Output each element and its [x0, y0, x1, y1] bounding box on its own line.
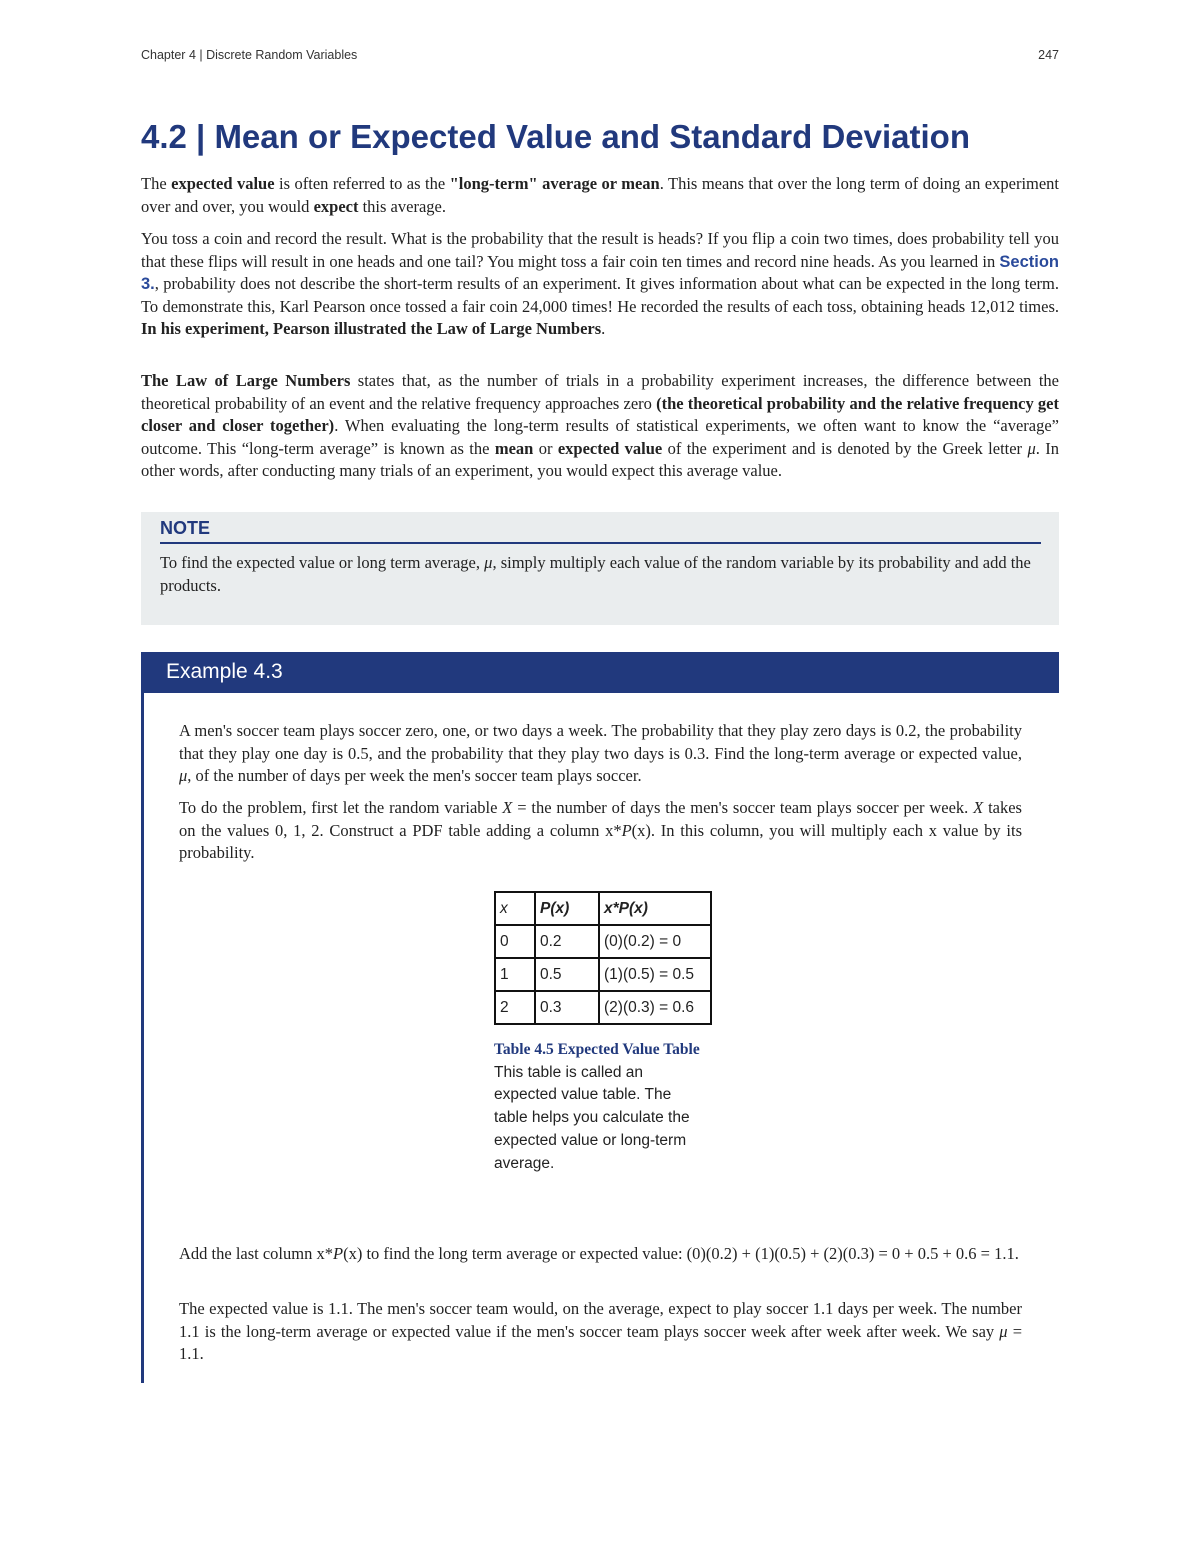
- cell-px: 0.2: [535, 925, 599, 958]
- text: The: [141, 174, 172, 193]
- text: The expected value is 1.1. The men's soccer team would, on the average, expect to play soccer 1.1 days per week. The number 1.1 is the long-term average or expected value if the men's soccer team plays soccer week after week after week. We say: [179, 1299, 1022, 1341]
- note-text: [160, 552, 1041, 597]
- term-expected-value: expected value: [557, 438, 663, 458]
- term-mean: mean: [494, 438, 534, 458]
- running-header-chapter: Chapter 4 | Discrete Random Variables: [141, 48, 358, 62]
- example-conclusion: [179, 1298, 1022, 1366]
- term-law-of-large-numbers: The Law of Large Numbers: [141, 371, 351, 390]
- text: To do the problem, first let the random variable: [179, 798, 503, 817]
- caption-text: This table is called an expected value table. The table helps you calculate the expected value or long-term average.: [494, 1063, 690, 1172]
- table-row: [495, 925, 711, 958]
- term-expect: expect: [313, 196, 359, 216]
- text: takes on the values 0, 1, 2. Construct a PDF table adding a column x*: [179, 798, 1022, 840]
- mu-symbol: μ: [179, 766, 188, 785]
- cell-xpx: (0)(0.2) = 0: [599, 925, 711, 958]
- table-row: [495, 958, 711, 991]
- text: You toss a coin and record the result. What is the probability that the result is heads? If you flip a coin two times, does probability tell you that these flips will result in one heads and one tail? You might toss a fair coin ten times and record nine heads. As you learned in: [141, 229, 1059, 271]
- paragraph-expected-value-intro: [141, 173, 1059, 218]
- header-x: x: [495, 892, 535, 925]
- variable-p: P: [332, 1244, 344, 1263]
- text: this average.: [358, 196, 446, 216]
- section-3-link[interactable]: Section 3.: [141, 252, 1059, 293]
- example-solution-setup: [179, 797, 1022, 865]
- header-xpx: x*P(x): [599, 892, 711, 925]
- cell-x: 0: [495, 925, 535, 958]
- example-left-rule: [141, 693, 144, 1383]
- emphasis-law-of-large-numbers: In his experiment, Pearson illustrated the Law of Large Numbers: [141, 319, 602, 338]
- table-header-row: [495, 892, 711, 925]
- paragraph-law-of-large-numbers: [141, 370, 1059, 483]
- variable-p: P: [621, 820, 632, 840]
- text: .: [601, 319, 606, 338]
- cell-x: 2: [495, 991, 535, 1024]
- text: = 1.1.: [179, 1321, 1022, 1363]
- table-row: [495, 991, 711, 1024]
- text: , probability does not describe the short-term results of an experiment. It gives information about what can be expected in the long term. To demonstrate this, Karl Pearson once tossed a fair coin 24,000 times! He recorded the results of each toss, obtaining heads 12,012 times.: [141, 274, 1059, 316]
- text: states that, as the number of trials in a probability experiment increases, the difference between the theoretical probability of an event and the relative frequency approaches zero: [141, 371, 1059, 413]
- text: . When evaluating the long-term results of statistical experiments, we often want to know the “average” outcome. This “long-term average” is known as the: [141, 416, 1060, 458]
- text: A men's soccer team plays soccer zero, one, or two days a week. The probability that they play zero days is 0.2, the probability that they play one day is 0.5, and the probability that they play two days is 0.3. Find the long-term average or expected value,: [179, 721, 1022, 763]
- note-title: NOTE: [160, 518, 1041, 544]
- text: of the experiment and is denoted by the Greek letter: [662, 438, 1028, 458]
- text: . In other words, after conducting many trials of an experiment, you would expect this average value.: [141, 438, 1059, 480]
- text: , simply multiply each value of the random variable by its probability and add the products.: [160, 553, 1031, 595]
- text: is often referred to as the: [274, 174, 450, 193]
- text: = the number of days the men's soccer team plays soccer per week.: [512, 798, 974, 817]
- example-title: Example 4.3: [166, 660, 283, 683]
- cell-px: 0.3: [535, 991, 599, 1024]
- mu-symbol: μ: [999, 1321, 1008, 1341]
- cell-x: 1: [495, 958, 535, 991]
- expected-value-table: [494, 891, 712, 1025]
- cell-xpx: (1)(0.5) = 0.5: [599, 958, 711, 991]
- term-expected-value: expected value: [171, 174, 275, 193]
- header-px: P(x): [535, 892, 599, 925]
- caption-label: Table 4.5 Expected Value Table: [494, 1041, 700, 1058]
- emphasis-closer-together: (the theoretical probability and the relative frequency get closer and closer together): [141, 393, 1059, 435]
- text: or: [533, 438, 558, 458]
- section-title: 4.2 | Mean or Expected Value and Standard Deviation: [141, 118, 970, 155]
- text: (x) to find the long term average or expected value: (0)(0.2) + (1)(0.5) + (2)(0.3) = 0 + 0.5 + 0.6 = 1.1.: [343, 1244, 1019, 1263]
- text: To find the expected value or long term average,: [160, 553, 485, 572]
- note-box: [141, 512, 1059, 625]
- example-header: [141, 652, 1059, 693]
- term-long-term-average: "long-term" average or mean: [449, 174, 660, 193]
- text: . This means that over the long term of doing an experiment over and over, you would: [141, 174, 1060, 216]
- mu-symbol: μ: [484, 553, 493, 572]
- variable-x: X: [973, 798, 984, 817]
- page-number: 247: [1038, 48, 1059, 62]
- paragraph-coin-toss: [141, 228, 1059, 341]
- example-calculation: [179, 1243, 1022, 1266]
- example-problem-statement: [179, 720, 1022, 788]
- cell-px: 0.5: [535, 958, 599, 991]
- cell-xpx: (2)(0.3) = 0.6: [599, 991, 711, 1024]
- text: (x). In this column, you will multiply each x value by its probability.: [179, 820, 1022, 862]
- table-caption: [494, 1039, 709, 1175]
- text: , of the number of days per week the men's soccer team plays soccer.: [187, 766, 642, 785]
- mu-symbol: μ: [1027, 438, 1036, 458]
- text: Add the last column x*: [179, 1244, 333, 1263]
- variable-x: X: [502, 798, 513, 817]
